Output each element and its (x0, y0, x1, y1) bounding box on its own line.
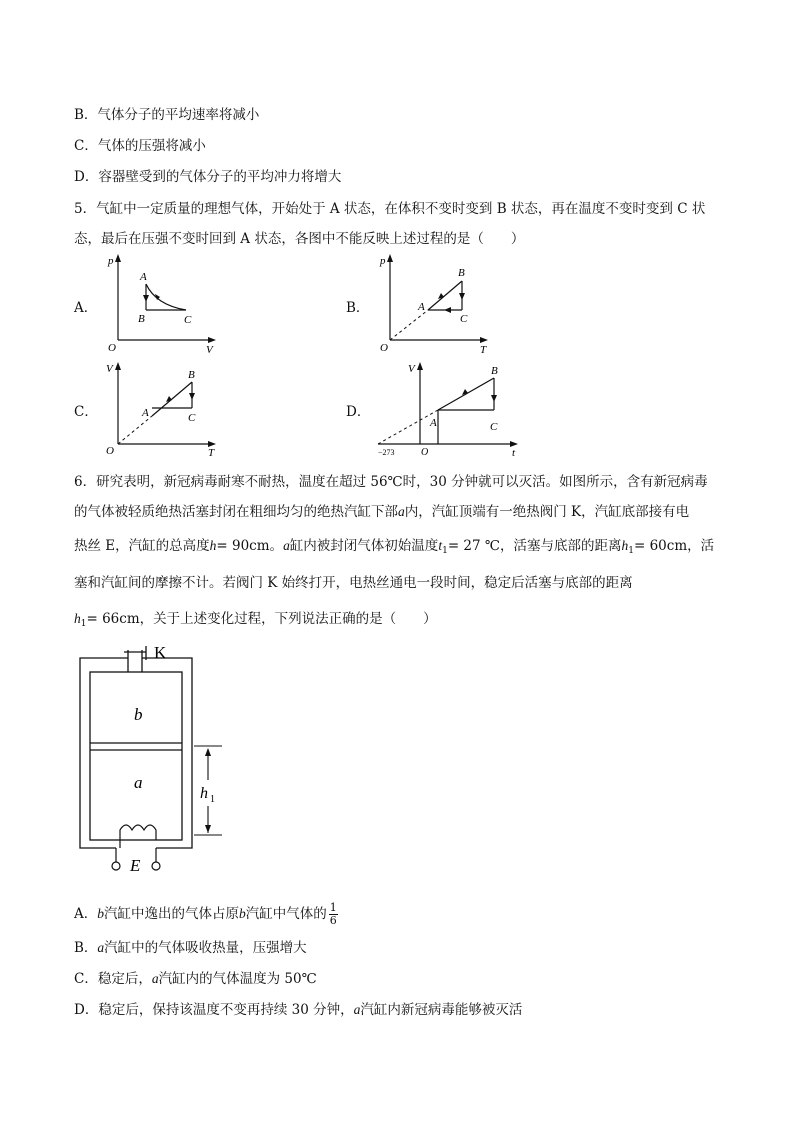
q5-graph-c (100, 358, 220, 458)
graph-c-origin: O (106, 445, 114, 457)
q5-stem-line1: 5．气缸中一定质量的理想气体，开始处于 A 状态，在体积不变时变到 B 状态，再在温度不变时变到 C 状 (74, 201, 706, 217)
q6-option-a: A．b汽缸中逸出的气体占原b汽缸中气体的 $\frac{1}{6}$ (74, 901, 337, 927)
q4-option-c: C．气体的压强将减小 (74, 138, 206, 154)
graph-a-x-label: V (206, 344, 213, 356)
graph-c-point-b: C (188, 412, 196, 424)
graph-d-point-c: B (491, 365, 498, 377)
chamber-b-label: b (134, 705, 143, 724)
graph-b-point-b: B (458, 267, 465, 279)
graph-c-y-label: V (106, 363, 113, 375)
graph-a-y-label: p (108, 255, 114, 267)
valve-k-label: K (154, 643, 167, 662)
q6-option-c: C．稳定后，a汽缸内的气体温度为 50℃ (74, 971, 317, 987)
q6-stem-line5: $h_1= 66cm$，关于上述变化过程，下列说法正确的是（ ） (74, 611, 437, 629)
graph-c-point-c: B (188, 369, 195, 381)
q5-option-b-label: B． (346, 300, 370, 316)
q6-stem-line3: 热丝 E，汽缸的总高度h= 90cm。a缸内被封闭气体初始温度$t_1= 27$ ℃，活塞与底部的距离$h_1= 60cm$，活 (74, 538, 715, 556)
graph-b-origin: O (380, 342, 388, 354)
graph-a-origin: O (108, 342, 116, 354)
fraction-one-sixth: $\frac{1}{6}$ (329, 901, 337, 927)
q5-graph-d (374, 358, 524, 458)
graph-a-point-a: A (140, 271, 147, 283)
graph-b-x-label: T (480, 344, 487, 356)
graph-d-origin: O (421, 447, 429, 458)
q5-option-c-label: C． (74, 404, 98, 420)
q4-option-b: B．气体分子的平均速率将减小 (74, 107, 260, 123)
graph-d-x-label: t (512, 447, 516, 459)
height-h1-subscript: 1 (210, 794, 215, 805)
q5-graph-a (100, 250, 220, 355)
q6-stem-line2: 的气体被轻质绝热活塞封闭在粗细均匀的绝热汽缸下部a内，汽缸顶端有一绝热阀门 K，汽缸底部接有电 (74, 504, 690, 520)
graph-a-point-b: B (138, 313, 145, 325)
q5-option-d-label: D． (346, 404, 371, 420)
q6-option-b: B．a汽缸中的气体吸收热量，压强增大 (74, 940, 307, 956)
graph-c-point-a: A (142, 407, 149, 419)
graph-b-y-label: p (380, 255, 386, 267)
graph-d-y-label: V (408, 363, 415, 375)
graph-a-point-c: C (184, 314, 192, 326)
q5-stem-line2: 态，最后在压强不变时回到 A 状态，各图中不能反映上述过程的是（ ） (74, 231, 525, 247)
heater-e-label: E (130, 856, 141, 875)
height-h1-label: h (200, 785, 208, 802)
graph-d-point-b: C (490, 421, 498, 433)
graph-d-neg-tick: −273 (378, 448, 395, 457)
graph-c-x-label: T (208, 447, 215, 459)
q5-option-a-label: A． (74, 300, 98, 316)
graph-b-point-a: A (418, 301, 425, 313)
q4-option-d: D．容器壁受到的气体分子的平均冲力将增大 (74, 169, 342, 185)
q6-option-d: D．稳定后，保持该温度不变再持续 30 分钟，a汽缸内新冠病毒能够被灭活 (74, 1002, 523, 1018)
graph-d-point-a: A (430, 417, 437, 429)
q6-stem-line1: 6．研究表明，新冠病毒耐寒不耐热，温度在超过 56℃时，30 分钟就可以灭活。如图所示，含有新冠病毒 (74, 474, 708, 490)
chamber-a-label: a (134, 773, 143, 792)
graph-b-point-c: C (460, 313, 468, 325)
q6-cylinder-diagram (74, 640, 244, 880)
q5-graph-b (372, 250, 492, 355)
q6-stem-line4: 塞和汽缸间的摩擦不计。若阀门 K 始终打开，电热丝通电一段时间，稳定后活塞与底部的距离 (74, 575, 633, 591)
